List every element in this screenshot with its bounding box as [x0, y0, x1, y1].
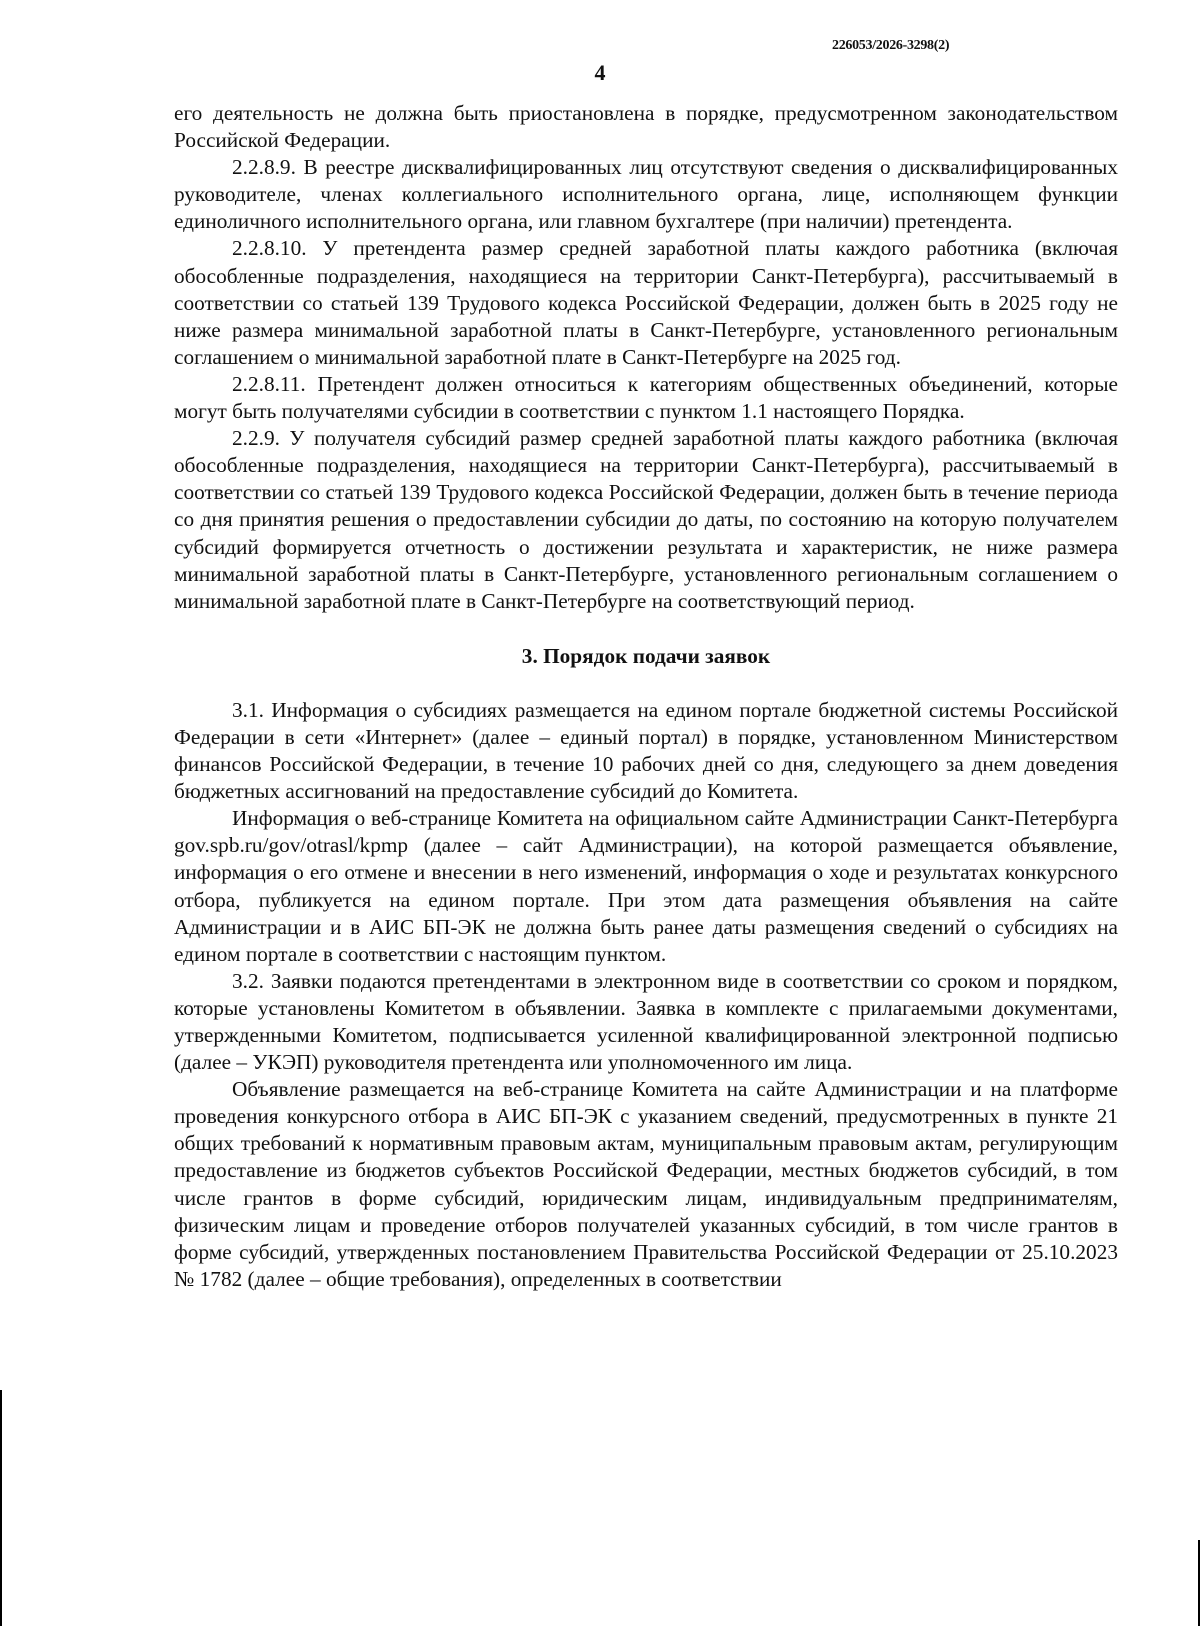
paragraph-website-info: Информация о веб-странице Комитета на официальном сайте Администрации Санкт-Петербурга gov.spb.ru/gov/otrasl/kpmp (далее – сайт Администрации), на которой размещается объявление, информация о его отмене и внесении в него изменений, информация о ходе и результатах конкурсного отбора, публикуется на едином портале. При этом дата размещения объявления на сайте Администрации и в АИС БП-ЭК не должна быть ранее даты размещения сведений о субсидиях на едином портале в соответствии с настоящим пунктом. — [174, 806, 1118, 966]
paragraph-2-2-8-11: 2.2.8.11. Претендент должен относиться к категориям общественных объединений, которые могут быть получателями субсидии в соответствии с пунктом 1.1 настоящего Порядка. — [174, 371, 1118, 424]
section-title: 3. Порядок подачи заявок — [521, 643, 771, 668]
paragraph-2-2-9: 2.2.9. У получателя субсидий размер средней заработной платы каждого работника (включая обособленные подразделения, находящиеся на территории Санкт-Петербурга), рассчитываемый в соответствии со статьей 139 Трудового кодекса Российской Федерации, должен быть в течение периода со дня принятия решения о предоставлении субсидии до даты, по состоянию на которую получателем субсидий формируется отчетность о достижении результата и характеристик, не ниже размера минимальной заработной платы в Санкт-Петербурге, установленного региональным соглашением о минимальной заработной плате в Санкт-Петербурге на соответствующий период. — [174, 426, 1118, 613]
paragraph-3-2: 3.2. Заявки подаются претендентами в электронном виде в соответствии со сроком и порядком, которые установлены Комитетом в объявлении. Заявка в комплекте с прилагаемыми документами, утвержденными Комитетом, подписывается усиленной квалифицированной электронной подписью (далее – УКЭП) руководителя претендента или уполномоченного им лица. — [174, 968, 1118, 1075]
paragraph-announcement: Объявление размещается на веб-странице Комитета на сайте Администрации и на платформе проведения конкурсного отбора в АИС БП-ЭК с указанием сведений, предусмотренных в пункте 21 общих требований к нормативным правовым актам, муниципальным правовым актам, регулирующим предоставление из бюджетов субъектов Российской Федерации, местных бюджетов субсидий, в том числе грантов в форме субсидий, юридическим лицам, индивидуальным предпринимателям, физическим лицам и проведение отборов получателей указанных субсидий, в том числе грантов в форме субсидий, утвержденных постановлением Правительства Российской Федерации от 25.10.2023 № 1782 (далее – общие требования), определенных в соответствии — [174, 1077, 1118, 1291]
scan-edge-mark — [0, 1390, 2, 1626]
document-body — [174, 100, 1118, 1293]
document-registration-number: 226053/2026-3298(2) — [832, 38, 950, 53]
paragraph-2-2-8-10: 2.2.8.10. У претендента размер средней заработной платы каждого работника (включая обособленные подразделения, находящиеся на территории Санкт-Петербурга), рассчитываемый в соответствии со статьей 139 Трудового кодекса Российской Федерации, должен быть в 2025 году не ниже размера минимальной заработной платы в Санкт-Петербурге, установленного региональным соглашением о минимальной заработной плате в Санкт-Петербурге на 2025 год. — [174, 236, 1118, 369]
paragraph-continuation: его деятельность не должна быть приостановлена в порядке, предусмотренном законодательством Российской Федерации. — [174, 101, 1118, 153]
page-number: 4 — [594, 60, 606, 85]
paragraph-2-2-8-9: 2.2.8.9. В реестре дисквалифицированных лиц отсутствуют сведения о дисквалифицированных руководителе, членах коллегиального исполнительного органа, лице, исполняющем функции единоличного исполнительного органа, или главном бухгалтере (при наличии) претендента. — [174, 155, 1118, 234]
paragraph-3-1: 3.1. Информация о субсидиях размещается на едином портале бюджетной системы Российской Федерации в сети «Интернет» (далее – единый портал) в порядке, установленном Министерством финансов Российской Федерации, в течение 10 рабочих дней со дня, следующего за днем доведения бюджетных ассигнований на предоставление субсидий до Комитета. — [174, 697, 1118, 804]
